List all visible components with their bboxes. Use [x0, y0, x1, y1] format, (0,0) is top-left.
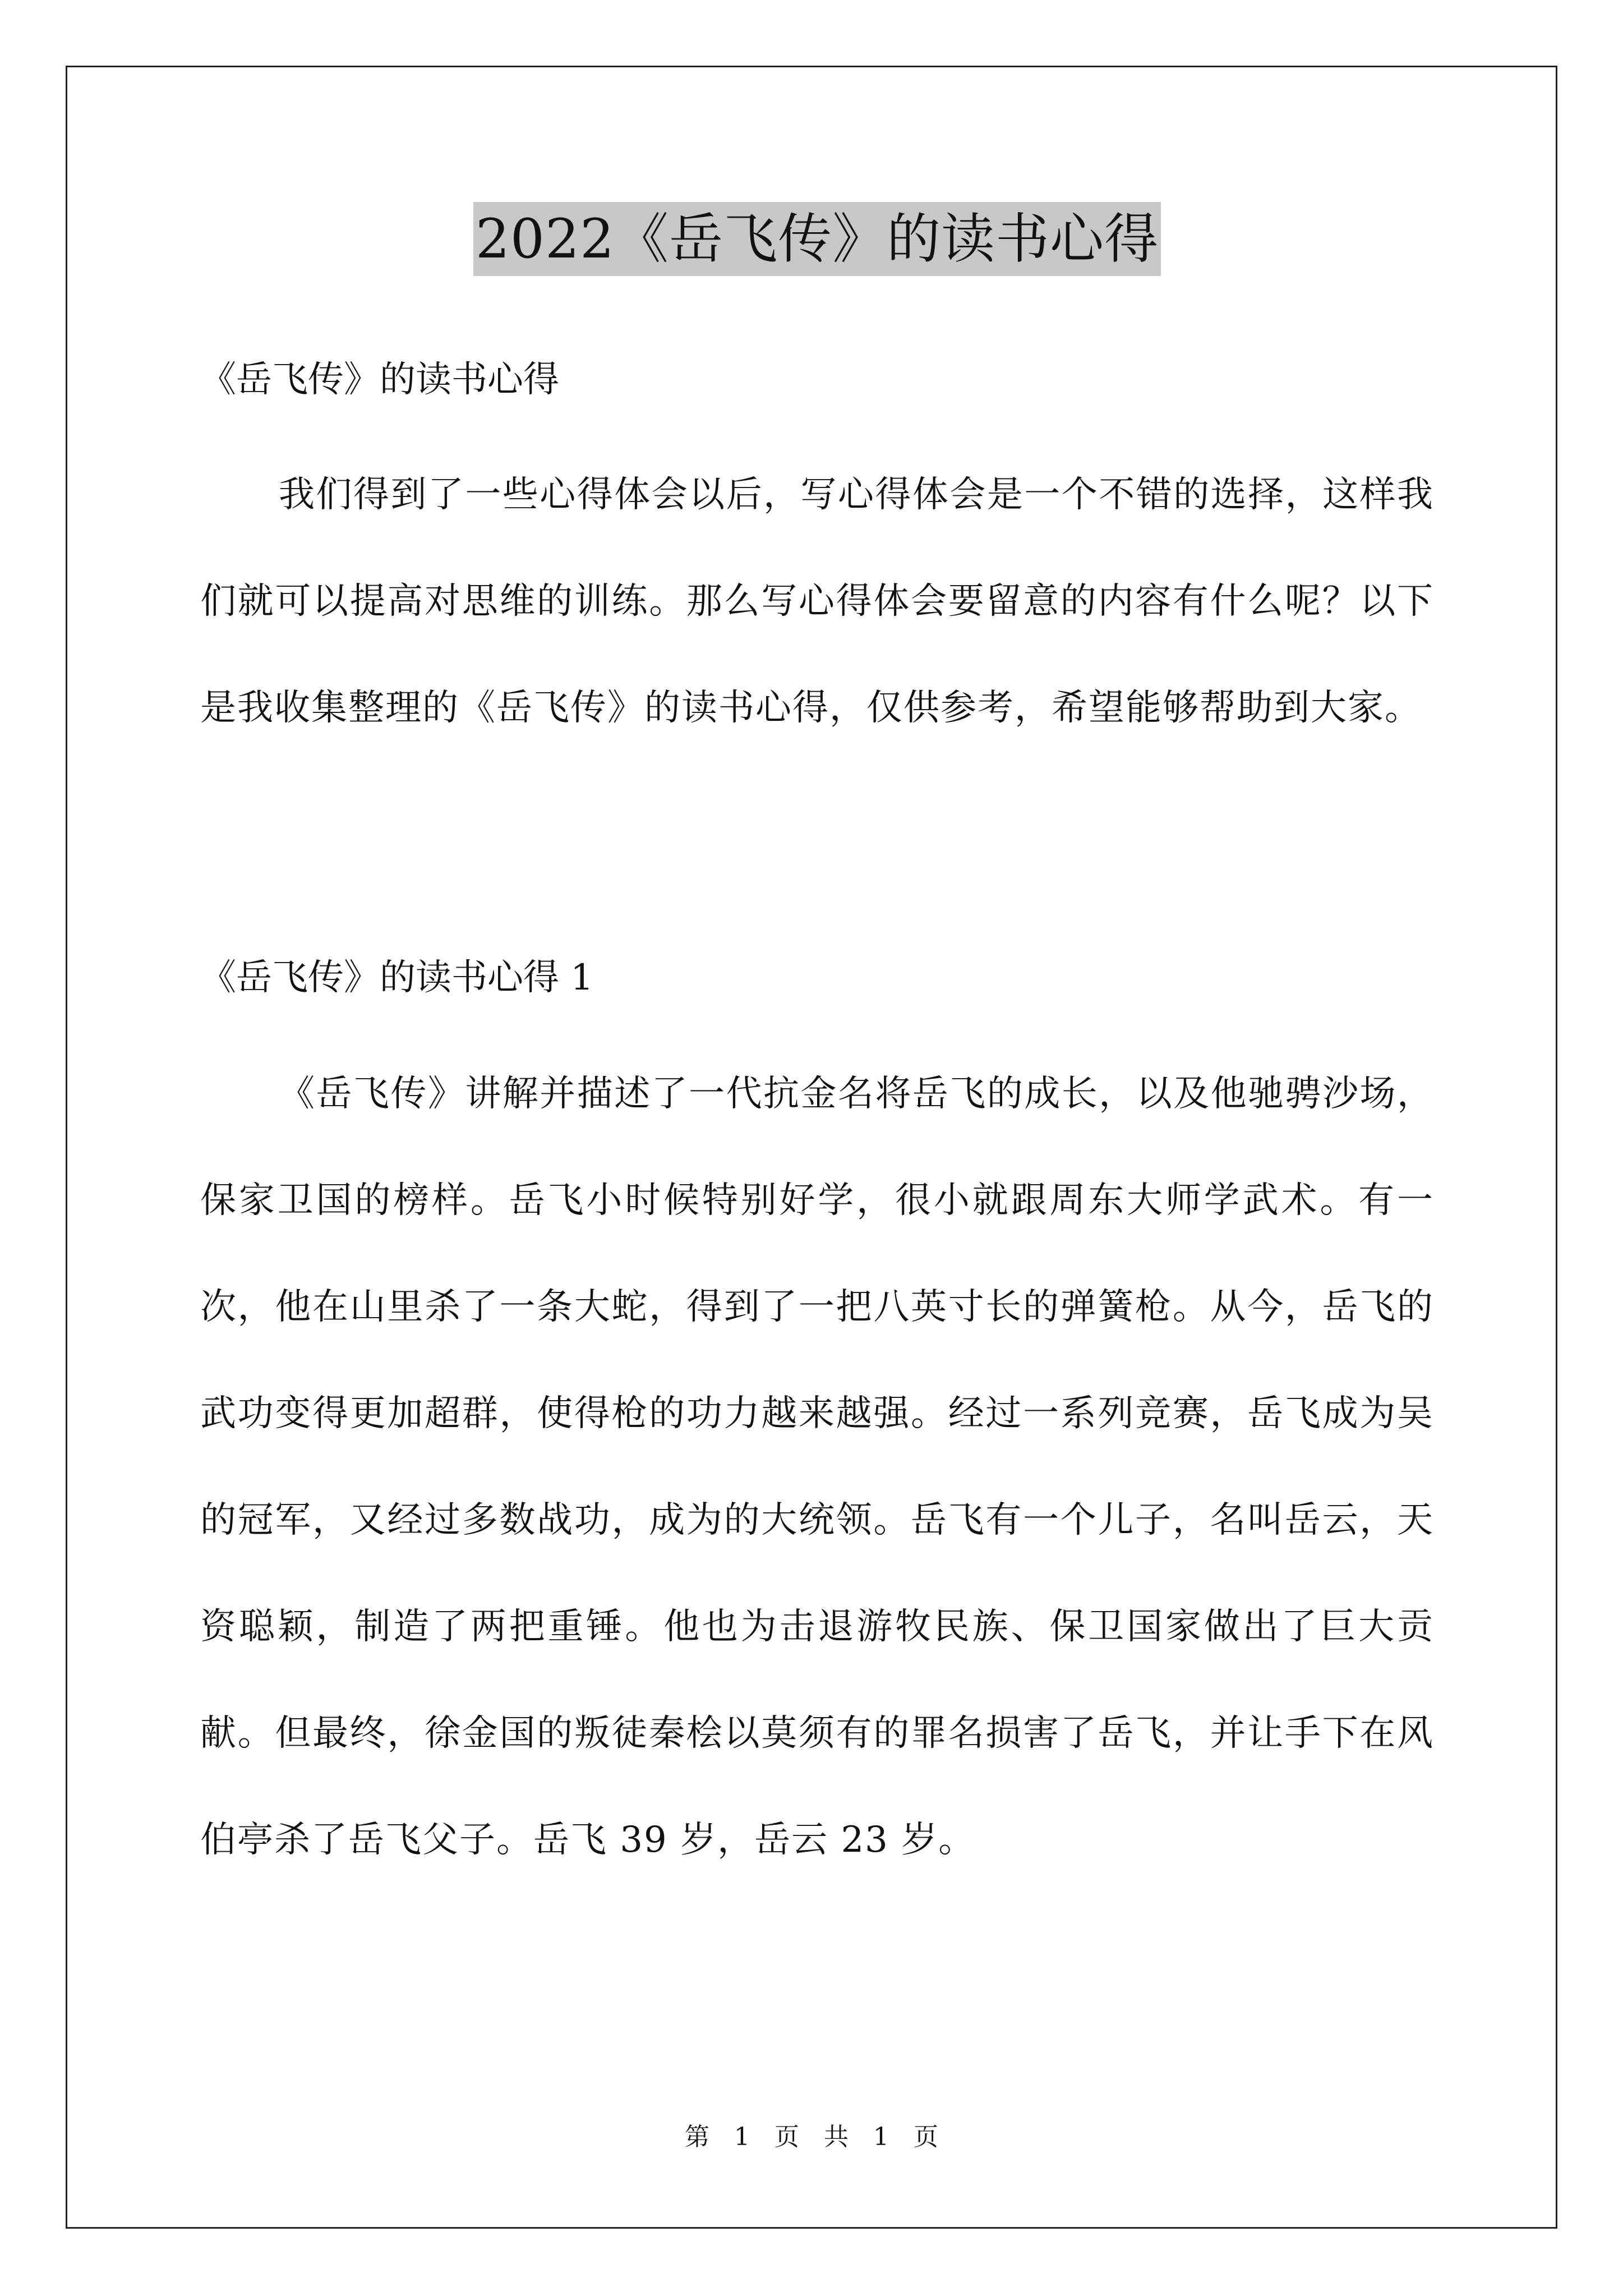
- section-body-1: 《岳飞传》讲解并描述了一代抗金名将岳飞的成长，以及他驰骋沙场，保家卫国的榜样。岳飞小时候特别好学，很小就跟周东大师学武术。有一次，他在山里杀了一条大蛇，得到了一把八英寸长的弹簧枪。从今，岳飞的武功变得更加超群，使得枪的功力越来越强。经过一系列竞赛，岳飞成为吴的冠军，又经过多数战功，成为的大统领。岳飞有一个儿子，名叫岳云，天资聪颖，制造了两把重锤。他也为击退游牧民族、保卫国家做出了巨大贡献。但最终，徐金国的叛徒秦桧以莫须有的罪名损害了岳飞，并让手下在风伯亭杀了岳飞父子。岳飞 39 岁，岳云 23 岁。: [200, 1073, 1434, 1861]
- section-heading-1: 《岳飞传》的读书心得 1: [200, 957, 594, 999]
- document-subtitle: 《岳飞传》的读书心得: [200, 359, 559, 401]
- title-container: [200, 202, 1434, 276]
- intro-paragraph: 我们得到了一些心得体会以后，写心得体会是一个不错的选择，这样我们就可以提高对思维的训练。那么写心得体会要留意的内容有什么呢？以下是我收集整理的《岳飞传》的读书心得，仅供参考，希望能够帮助到大家。: [200, 474, 1434, 729]
- document-title: 2022《岳飞传》的读书心得: [473, 202, 1161, 276]
- page-footer: 第 1 页 共 1 页: [685, 2123, 938, 2151]
